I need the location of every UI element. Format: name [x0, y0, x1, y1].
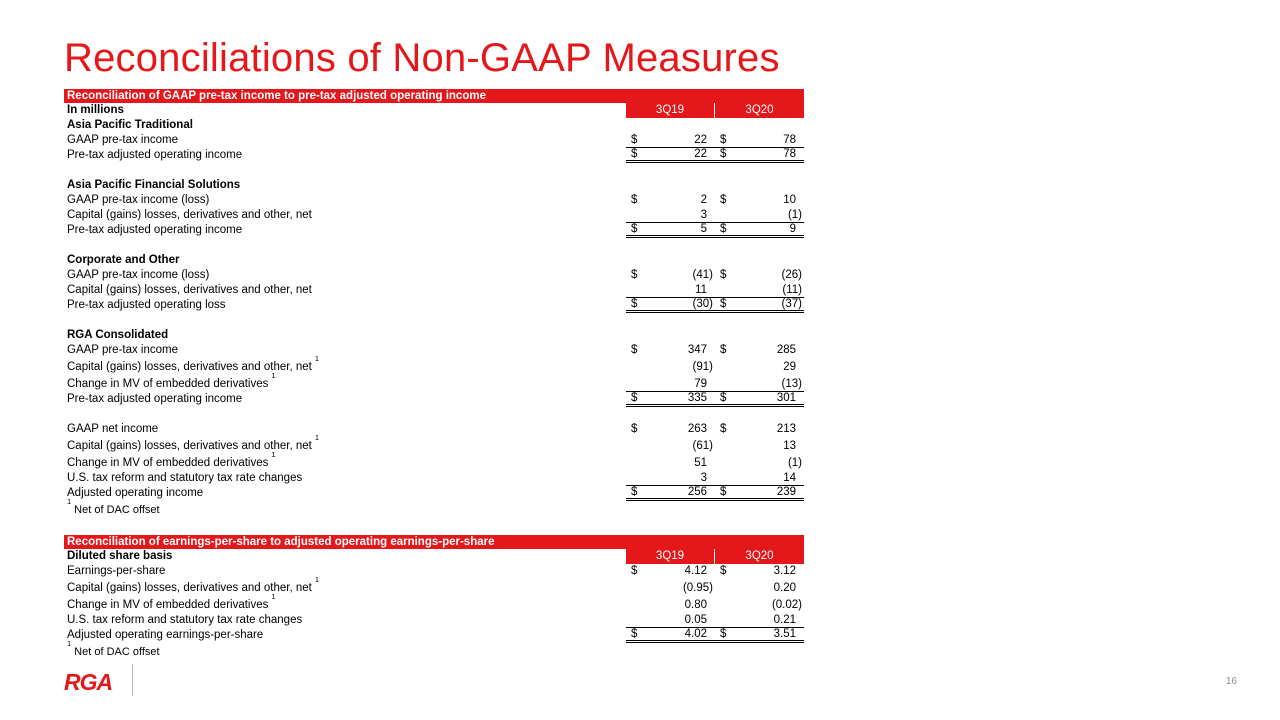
table-row [64, 471, 804, 486]
value-3q20: (11) [782, 284, 802, 296]
row-label: Capital (gains) losses, derivatives and other, net [67, 209, 312, 221]
footnote [64, 497, 804, 518]
table-row [64, 133, 804, 148]
section-label: Asia Pacific Financial Solutions [67, 179, 241, 191]
page-title: Reconciliations of Non-GAAP Measures [64, 36, 780, 80]
value-3q19: (91) [692, 361, 713, 373]
logo-text: RGA [64, 669, 113, 695]
footnote-marker: 1 [314, 433, 319, 442]
dollar-sign: $ [631, 486, 638, 498]
dollar-sign: $ [720, 423, 727, 435]
row-label-text: Capital (gains) losses, derivatives and other, net [67, 582, 312, 594]
value-3q20: 239 [776, 486, 796, 498]
footnote-marker: 1 [314, 575, 319, 584]
value-3q20: 285 [776, 344, 796, 356]
value-3q19: 3 [700, 472, 707, 484]
table-row [64, 283, 804, 298]
dollar-sign: $ [631, 298, 638, 310]
table-banner: Reconciliation of GAAP pre-tax income to pre-tax adjusted operating income [64, 89, 804, 103]
value-3q20: 29 [783, 361, 796, 373]
dollar-sign: $ [720, 298, 727, 310]
value-3q20: (26) [781, 269, 802, 281]
pretax-reconciliation-table [64, 89, 804, 518]
row-label-text: Change in MV of embedded derivatives [67, 378, 269, 390]
row-label: GAAP pre-tax income (loss) [67, 194, 210, 206]
dollar-sign: $ [720, 148, 727, 160]
table-row-total [64, 298, 804, 313]
value-3q19: 335 [687, 392, 707, 404]
dollar-sign: $ [720, 223, 727, 235]
value-3q20: 9 [789, 223, 796, 235]
table-row [64, 193, 804, 208]
value-3q20: (1) [787, 209, 802, 221]
dollar-sign: $ [631, 269, 638, 281]
dollar-sign: $ [631, 392, 638, 404]
value-3q20: 213 [776, 423, 796, 435]
value-3q19: 347 [687, 344, 707, 356]
table-banner: Reconciliation of earnings-per-share to adjusted operating earnings-per-share [64, 535, 804, 549]
dollar-sign: $ [720, 392, 727, 404]
section-label: Asia Pacific Traditional [67, 119, 193, 131]
row-label: GAAP pre-tax income (loss) [67, 269, 210, 281]
value-3q19: 2 [700, 194, 707, 206]
row-label: GAAP net income [67, 423, 159, 435]
value-3q19: 0.80 [684, 599, 707, 611]
units-label: Diluted share basis [67, 550, 173, 562]
value-3q19: 22 [694, 134, 707, 146]
table-header-row [64, 103, 804, 118]
dollar-sign: $ [720, 344, 727, 356]
footnote-label: Net of DAC offset [74, 504, 160, 516]
table-row-total [64, 628, 804, 643]
section-heading [64, 178, 804, 193]
value-3q19: 263 [687, 423, 707, 435]
value-3q19: 4.12 [684, 565, 707, 577]
row-label: Adjusted operating income [67, 487, 204, 499]
column-header-3q19: 3Q19 [626, 103, 715, 118]
table-row-total [64, 223, 804, 238]
footnote-marker: 1 [67, 639, 72, 648]
value-3q20: 301 [776, 392, 796, 404]
section-heading [64, 253, 804, 268]
table-row [64, 268, 804, 283]
value-3q20: (0.02) [771, 599, 802, 611]
spacer-row [64, 238, 804, 253]
table-row [64, 433, 804, 454]
value-3q20: (1) [787, 457, 802, 469]
row-label: GAAP pre-tax income [67, 344, 179, 356]
dollar-sign: $ [631, 628, 638, 640]
row-label: U.S. tax reform and statutory tax rate changes [67, 472, 303, 484]
footer-divider [132, 664, 133, 696]
value-3q20: 14 [783, 472, 796, 484]
value-3q19: (61) [692, 440, 713, 452]
rga-logo [64, 664, 122, 696]
value-3q20: (13) [781, 378, 802, 390]
value-3q19: 3 [700, 209, 707, 221]
dollar-sign: $ [631, 565, 638, 577]
value-3q20: 3.12 [773, 565, 796, 577]
table-row [64, 354, 804, 375]
table-row [64, 575, 804, 596]
footnote-marker: 1 [271, 450, 276, 459]
table-row [64, 343, 804, 358]
spacer-row [64, 163, 804, 178]
value-3q20: 3.51 [773, 628, 796, 640]
row-label: Pre-tax adjusted operating income [67, 149, 243, 161]
dollar-sign: $ [720, 628, 727, 640]
table-row [64, 613, 804, 628]
units-label: In millions [67, 104, 124, 116]
column-header-3q19: 3Q19 [626, 549, 715, 564]
value-3q19: (41) [692, 269, 713, 281]
dollar-sign: $ [720, 486, 727, 498]
value-3q20: 13 [783, 440, 796, 452]
value-3q20: 0.20 [773, 582, 796, 594]
footnote-text [67, 497, 160, 520]
row-label: Earnings-per-share [67, 565, 166, 577]
value-3q20: 10 [783, 194, 796, 206]
value-3q20: 78 [783, 134, 796, 146]
row-label-text: Change in MV of embedded derivatives [67, 599, 269, 611]
column-header-3q20: 3Q20 [715, 549, 804, 564]
row-label: Pre-tax adjusted operating income [67, 393, 243, 405]
footnote [64, 639, 804, 660]
footnote-label: Net of DAC offset [74, 646, 160, 658]
value-3q20: 0.21 [773, 614, 796, 626]
eps-reconciliation-table [64, 535, 804, 660]
value-3q19: (30) [692, 298, 713, 310]
row-label: GAAP pre-tax income [67, 134, 179, 146]
row-label: Pre-tax adjusted operating loss [67, 299, 226, 311]
dollar-sign: $ [720, 565, 727, 577]
value-3q19: 22 [694, 148, 707, 160]
value-3q19: (0.95) [682, 582, 713, 594]
row-label: Adjusted operating earnings-per-share [67, 629, 264, 641]
dollar-sign: $ [631, 223, 638, 235]
value-3q19: 11 [695, 284, 707, 296]
value-3q19: 256 [687, 486, 707, 498]
column-header-3q20: 3Q20 [715, 103, 804, 118]
row-label: Pre-tax adjusted operating income [67, 224, 243, 236]
row-label: Capital (gains) losses, derivatives and other, net [67, 284, 312, 296]
value-3q19: 4.02 [684, 628, 707, 640]
footnote-marker: 1 [67, 497, 72, 506]
value-3q20: 78 [783, 148, 796, 160]
section-heading [64, 328, 804, 343]
table-row-total [64, 486, 804, 501]
section-label: RGA Consolidated [67, 329, 169, 341]
dollar-sign: $ [631, 194, 638, 206]
value-3q20: (37) [781, 298, 802, 310]
spacer-row [64, 407, 804, 422]
page-number: 16 [1225, 676, 1237, 687]
dollar-sign: $ [720, 269, 727, 281]
footnote-marker: 1 [314, 354, 319, 363]
dollar-sign: $ [720, 194, 727, 206]
spacer-row [64, 313, 804, 328]
row-label-text: Capital (gains) losses, derivatives and other, net [67, 440, 312, 452]
row-label: U.S. tax reform and statutory tax rate changes [67, 614, 303, 626]
table-header-row [64, 549, 804, 564]
dollar-sign: $ [631, 344, 638, 356]
table-row [64, 450, 804, 471]
table-row [64, 422, 804, 437]
table-row [64, 208, 804, 223]
row-label-text: Change in MV of embedded derivatives [67, 457, 269, 469]
section-heading [64, 118, 804, 133]
table-row [64, 592, 804, 613]
table-row [64, 371, 804, 392]
value-3q19: 79 [694, 378, 707, 390]
value-3q19: 51 [694, 457, 707, 469]
dollar-sign: $ [631, 148, 638, 160]
dollar-sign: $ [631, 134, 638, 146]
section-label: Corporate and Other [67, 254, 180, 266]
value-3q19: 0.05 [684, 614, 707, 626]
dollar-sign: $ [631, 423, 638, 435]
value-3q19: 5 [700, 223, 707, 235]
table-row-total [64, 392, 804, 407]
footnote-text [67, 639, 160, 662]
table-row-total [64, 148, 804, 163]
table-row [64, 564, 804, 579]
footnote-marker: 1 [271, 371, 276, 380]
dollar-sign: $ [720, 134, 727, 146]
footnote-marker: 1 [271, 592, 276, 601]
row-label-text: Capital (gains) losses, derivatives and other, net [67, 361, 312, 373]
